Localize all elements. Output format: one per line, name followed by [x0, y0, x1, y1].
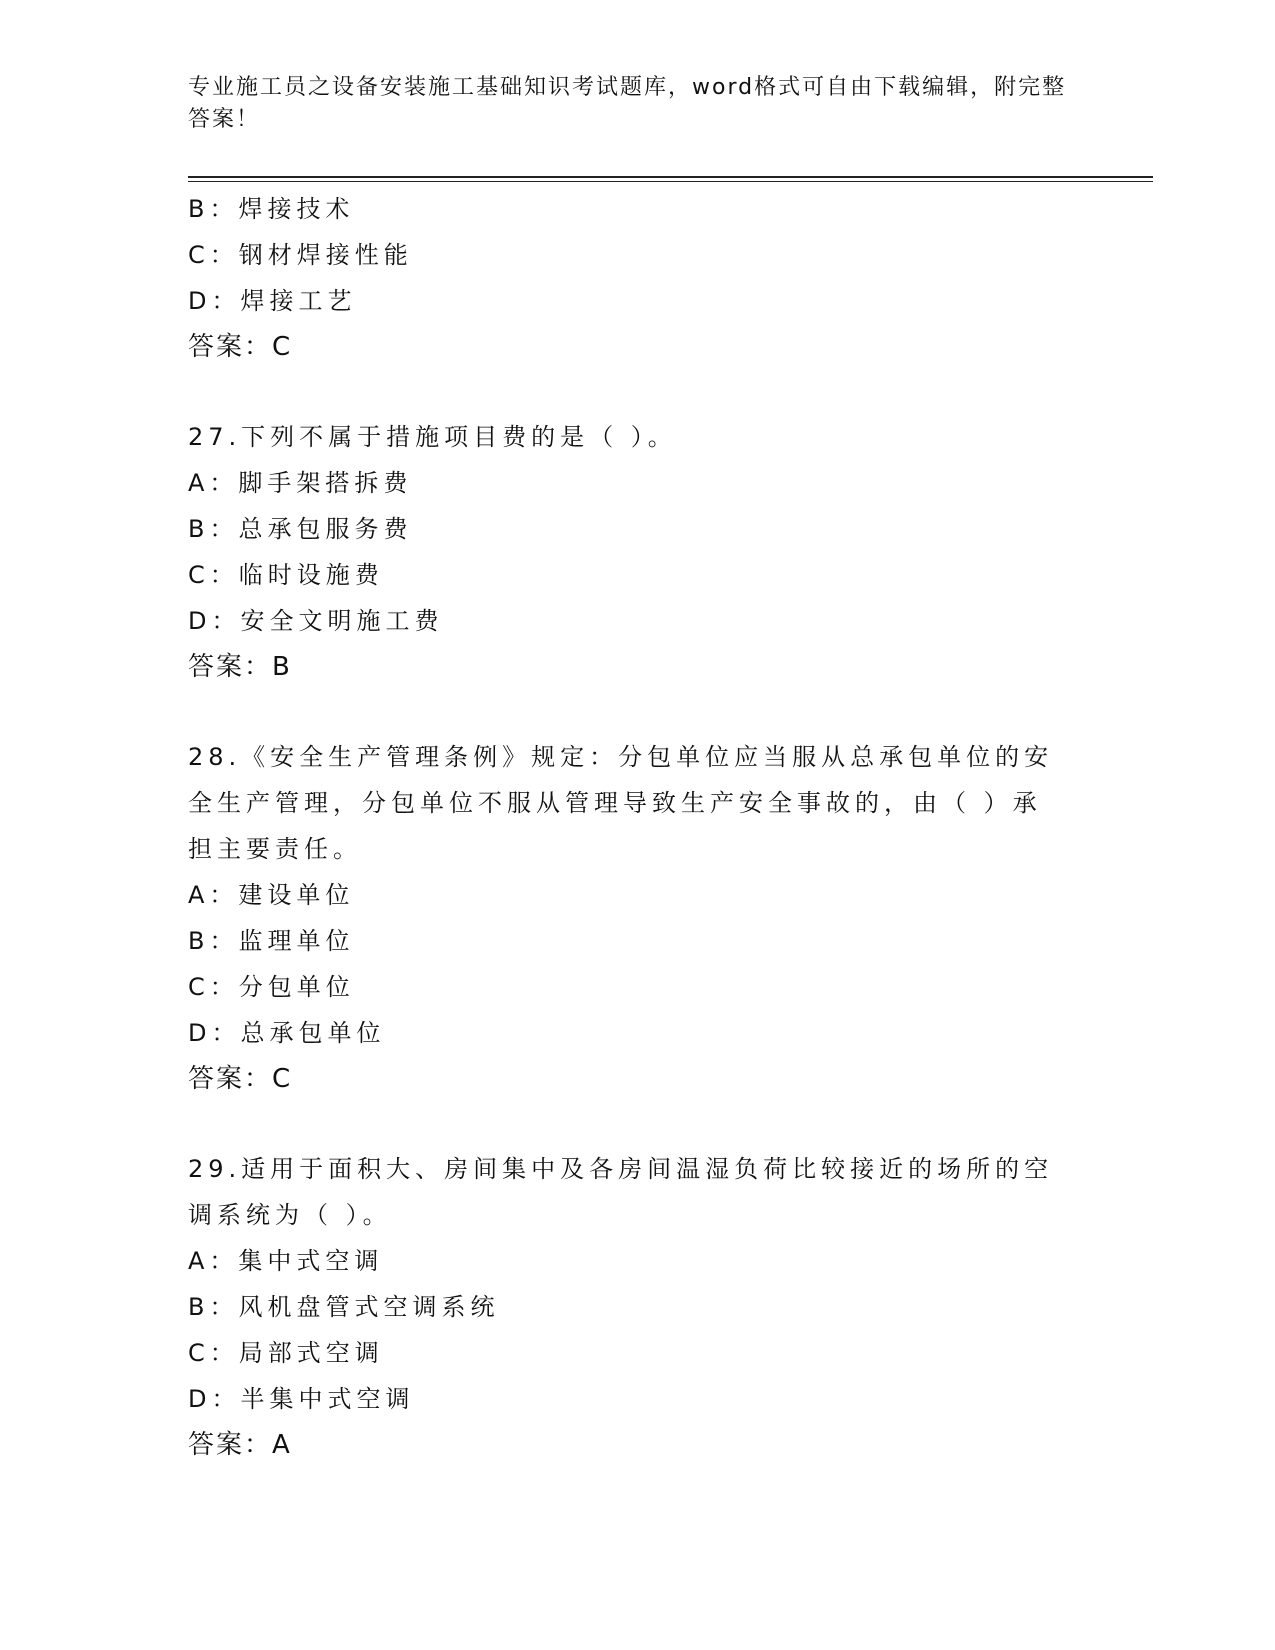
question-27: [188, 414, 1088, 690]
answer-line: 答案：A: [188, 1430, 292, 1460]
option-a: A：建设单位: [188, 881, 355, 909]
option-a: A：集中式空调: [188, 1247, 384, 1275]
option-b: B：总承包服务费: [188, 515, 413, 543]
option-d: D：总承包单位: [188, 1019, 386, 1047]
header-divider-thick: [188, 176, 1153, 178]
option-d: D：焊接工艺: [188, 287, 357, 315]
spacer: [188, 690, 1088, 734]
option-a: A：脚手架搭拆费: [188, 469, 413, 497]
document-body: [188, 186, 1088, 1468]
answer-line: 答案：B: [188, 652, 292, 682]
header-divider-thin: [188, 181, 1153, 182]
spacer: [188, 1102, 1088, 1146]
option-b: B：焊接技术: [188, 195, 355, 223]
question-text: 27.下列不属于措施项目费的是（ ）。: [188, 423, 677, 451]
answer-line: 答案：C: [188, 1064, 293, 1094]
option-c: C：钢材焊接性能: [188, 241, 413, 269]
document-header: 专业施工员之设备安装施工基础知识考试题库，word格式可自由下载编辑，附完整答案！: [188, 75, 1067, 132]
option-b: B：风机盘管式空调系统: [188, 1293, 500, 1321]
question-28: [188, 734, 1088, 1102]
option-d: D：安全文明施工费: [188, 607, 444, 635]
option-c: C：分包单位: [188, 973, 355, 1001]
option-c: C：临时设施费: [188, 561, 384, 589]
spacer: [188, 370, 1088, 414]
question-26-continued: [188, 186, 1088, 370]
answer-line: 答案：C: [188, 332, 293, 362]
option-b: B：监理单位: [188, 927, 355, 955]
question-text: 28.《安全生产管理条例》规定：分包单位应当服从总承包单位的安全生产管理，分包单位不服从管理导致生产安全事故的，由（ ）承担主要责任。: [188, 743, 1054, 863]
question-text: 29.适用于面积大、房间集中及各房间温湿负荷比较接近的场所的空调系统为（ ）。: [188, 1155, 1054, 1229]
option-d: D：半集中式空调: [188, 1385, 415, 1413]
question-29: [188, 1146, 1088, 1468]
option-c: C：局部式空调: [188, 1339, 384, 1367]
